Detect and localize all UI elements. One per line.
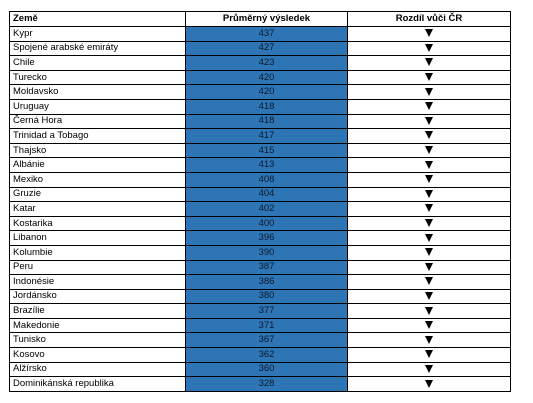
table-row: [10, 333, 511, 348]
difference-cell[interactable]: [348, 318, 511, 333]
score-cell[interactable]: 418: [186, 114, 348, 129]
country-cell[interactable]: Mexiko: [10, 172, 186, 187]
difference-cell[interactable]: [348, 27, 511, 42]
table-row: [10, 275, 511, 290]
score-cell[interactable]: 400: [186, 216, 348, 231]
score-cell[interactable]: 386: [186, 275, 348, 290]
difference-cell[interactable]: [348, 289, 511, 304]
triangle-down-icon: [425, 29, 433, 37]
difference-cell[interactable]: [348, 245, 511, 260]
country-cell[interactable]: Moldavsko: [10, 85, 186, 100]
score-cell[interactable]: 362: [186, 348, 348, 363]
difference-cell[interactable]: [348, 187, 511, 202]
difference-cell[interactable]: [348, 202, 511, 217]
difference-cell[interactable]: [348, 362, 511, 377]
country-cell[interactable]: Chile: [10, 56, 186, 71]
score-cell[interactable]: 420: [186, 70, 348, 85]
table-row: [10, 41, 511, 56]
triangle-down-icon: [425, 161, 433, 169]
country-cell[interactable]: Kostarika: [10, 216, 186, 231]
header-row: [10, 12, 511, 27]
table-row: [10, 114, 511, 129]
results-table: [9, 11, 511, 392]
country-cell[interactable]: Libanon: [10, 231, 186, 246]
country-cell[interactable]: Uruguay: [10, 99, 186, 114]
score-cell[interactable]: 377: [186, 304, 348, 319]
header-difference[interactable]: Rozdíl vůči ČR: [348, 12, 511, 27]
score-cell[interactable]: 396: [186, 231, 348, 246]
triangle-down-icon: [425, 219, 433, 227]
difference-cell[interactable]: [348, 275, 511, 290]
triangle-down-icon: [425, 336, 433, 344]
triangle-down-icon: [425, 350, 433, 358]
table-row: [10, 172, 511, 187]
score-cell[interactable]: 402: [186, 202, 348, 217]
score-cell[interactable]: 437: [186, 27, 348, 42]
score-cell[interactable]: 420: [186, 85, 348, 100]
difference-cell[interactable]: [348, 41, 511, 56]
triangle-down-icon: [425, 204, 433, 212]
table-row: [10, 231, 511, 246]
country-cell[interactable]: Trinidad a Tobago: [10, 129, 186, 144]
country-cell[interactable]: Makedonie: [10, 318, 186, 333]
country-cell[interactable]: Kypr: [10, 27, 186, 42]
table-row: [10, 245, 511, 260]
difference-cell[interactable]: [348, 143, 511, 158]
score-cell[interactable]: 417: [186, 129, 348, 144]
country-cell[interactable]: Indonésie: [10, 275, 186, 290]
score-cell[interactable]: 387: [186, 260, 348, 275]
triangle-down-icon: [425, 117, 433, 125]
triangle-down-icon: [425, 102, 433, 110]
table-row: [10, 377, 511, 392]
country-cell[interactable]: Jordánsko: [10, 289, 186, 304]
country-cell[interactable]: Brazílie: [10, 304, 186, 319]
difference-cell[interactable]: [348, 99, 511, 114]
score-cell[interactable]: 427: [186, 41, 348, 56]
difference-cell[interactable]: [348, 260, 511, 275]
table-row: [10, 129, 511, 144]
table-row: [10, 260, 511, 275]
triangle-down-icon: [425, 234, 433, 242]
country-cell[interactable]: Dominikánská republika: [10, 377, 186, 392]
table-row: [10, 216, 511, 231]
table-row: [10, 56, 511, 71]
country-cell[interactable]: Černá Hora: [10, 114, 186, 129]
triangle-down-icon: [425, 146, 433, 154]
country-cell[interactable]: Spojené arabské emiráty: [10, 41, 186, 56]
score-cell[interactable]: 360: [186, 362, 348, 377]
table-row: [10, 85, 511, 100]
triangle-down-icon: [425, 131, 433, 139]
difference-cell[interactable]: [348, 129, 511, 144]
difference-cell[interactable]: [348, 56, 511, 71]
difference-cell[interactable]: [348, 333, 511, 348]
table-row: [10, 99, 511, 114]
table-row: [10, 27, 511, 42]
spreadsheet-area: [9, 11, 511, 392]
table-row: [10, 318, 511, 333]
triangle-down-icon: [425, 44, 433, 52]
difference-cell[interactable]: [348, 216, 511, 231]
triangle-down-icon: [425, 190, 433, 198]
difference-cell[interactable]: [348, 114, 511, 129]
table-row: [10, 362, 511, 377]
country-cell[interactable]: Alžírsko: [10, 362, 186, 377]
difference-cell[interactable]: [348, 348, 511, 363]
score-cell[interactable]: 415: [186, 143, 348, 158]
score-cell[interactable]: 390: [186, 245, 348, 260]
header-country[interactable]: Země: [10, 12, 186, 27]
triangle-down-icon: [425, 73, 433, 81]
triangle-down-icon: [425, 307, 433, 315]
score-cell[interactable]: 371: [186, 318, 348, 333]
table-row: [10, 348, 511, 363]
country-cell[interactable]: Kosovo: [10, 348, 186, 363]
table-row: [10, 202, 511, 217]
header-score[interactable]: Průměrný výsledek: [186, 12, 348, 27]
difference-cell[interactable]: [348, 304, 511, 319]
table-row: [10, 158, 511, 173]
score-cell[interactable]: 423: [186, 56, 348, 71]
triangle-down-icon: [425, 292, 433, 300]
difference-cell[interactable]: [348, 85, 511, 100]
table-row: [10, 70, 511, 85]
difference-cell[interactable]: [348, 377, 511, 392]
triangle-down-icon: [425, 263, 433, 271]
triangle-down-icon: [425, 175, 433, 183]
difference-cell[interactable]: [348, 70, 511, 85]
triangle-down-icon: [425, 277, 433, 285]
triangle-down-icon: [425, 321, 433, 329]
table-row: [10, 289, 511, 304]
score-cell[interactable]: 408: [186, 172, 348, 187]
triangle-down-icon: [425, 58, 433, 66]
country-cell[interactable]: Turecko: [10, 70, 186, 85]
score-cell[interactable]: 380: [186, 289, 348, 304]
difference-cell[interactable]: [348, 172, 511, 187]
country-cell[interactable]: Thajsko: [10, 143, 186, 158]
country-cell[interactable]: Peru: [10, 260, 186, 275]
score-cell[interactable]: 404: [186, 187, 348, 202]
difference-cell[interactable]: [348, 158, 511, 173]
score-cell[interactable]: 413: [186, 158, 348, 173]
country-cell[interactable]: Albánie: [10, 158, 186, 173]
table-body: [10, 27, 511, 392]
score-cell[interactable]: 418: [186, 99, 348, 114]
table-row: [10, 304, 511, 319]
country-cell[interactable]: Katar: [10, 202, 186, 217]
country-cell[interactable]: Tunisko: [10, 333, 186, 348]
table-header: [10, 12, 511, 27]
score-cell[interactable]: 328: [186, 377, 348, 392]
triangle-down-icon: [425, 88, 433, 96]
score-cell[interactable]: 367: [186, 333, 348, 348]
triangle-down-icon: [425, 248, 433, 256]
country-cell[interactable]: Gruzie: [10, 187, 186, 202]
triangle-down-icon: [425, 380, 433, 388]
country-cell[interactable]: Kolumbie: [10, 245, 186, 260]
table-row: [10, 143, 511, 158]
triangle-down-icon: [425, 365, 433, 373]
table-row: [10, 187, 511, 202]
difference-cell[interactable]: [348, 231, 511, 246]
